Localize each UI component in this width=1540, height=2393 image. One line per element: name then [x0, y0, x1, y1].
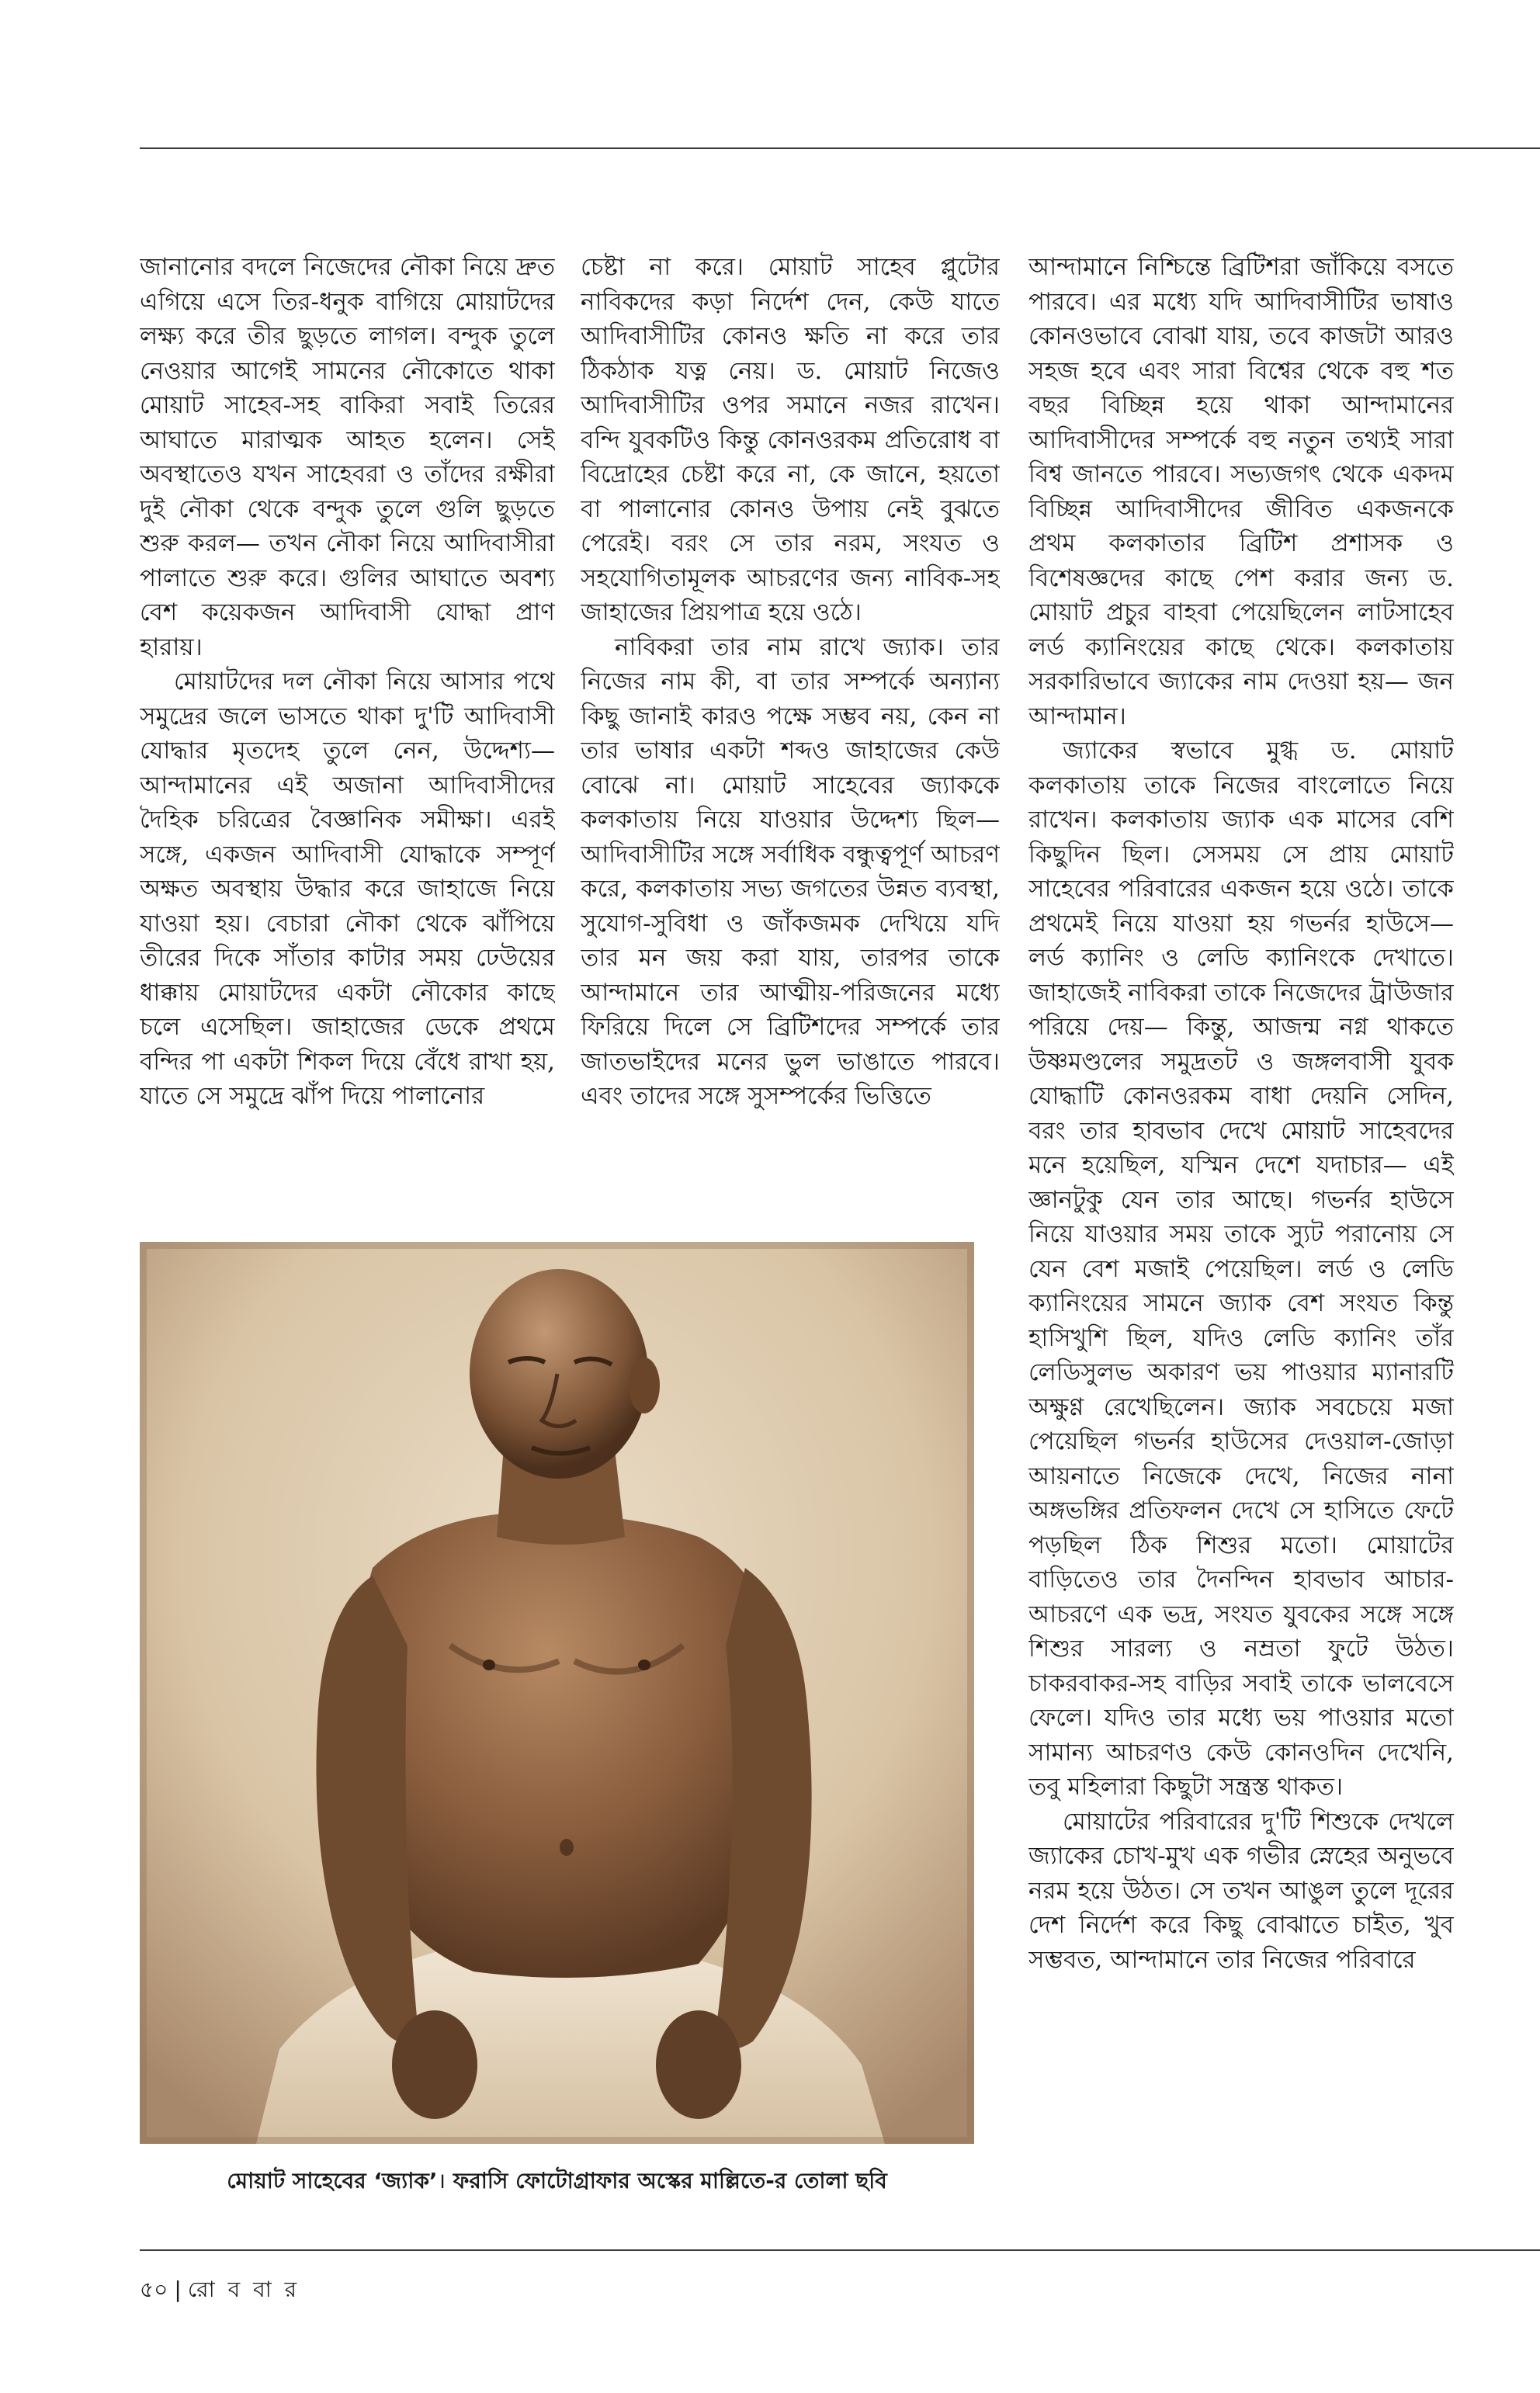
- page-folio: [140, 2274, 300, 2305]
- paragraph: জ্যাকের স্বভাবে মুগ্ধ ড. মোয়াট কলকাতায় তাকে নিজের বাংলোতে নিয়ে রাখেন। কলকাতায় জ্যাক এক মাসের বেশি কিছুদিন ছিল। সেসময় সে প্রায় মোয়াট সাহেবের পরিবারের একজন হয়ে ওঠে। তাকে প্রথমেই নিয়ে যাওয়া হয় গভর্নর হাউসে— লর্ড ক্যানিং ও লেডি ক্যানিংকে দেখাতে। জাহাজেই নাবিকরা তাকে নিজেদের ট্রাউজার পরিয়ে দেয়— কিন্তু, আজন্ম নগ্ন থাকতে উষ্ণমণ্ডলের সমুদ্রতট ও জঙ্গলবাসী যুবক যোদ্ধাটি কোনওরকম বাধা দেয়নি সেদিন, বরং তার হাবভাব দেখে মোয়াট সাহেবদের মনে হয়েছিল, যস্মিন দেশে যদাচার— এই জ্ঞানটুকু যেন তার আছে। গভর্নর হাউসে নিয়ে যাওয়ার সময় তাকে স্যুট পরানোয় সে যেন বেশ মজাই পেয়েছিল। লর্ড ও লেডি ক্যানিংয়ের সামনে জ্যাক বেশ সংযত কিন্তু হাসিখুশি ছিল, যদিও লেডি ক্যানিং তাঁর লেডিসুলভ অকারণ ভয় পাওয়ার ম্যানারটি অক্ষুণ্ণ রেখেছিলেন। জ্যাক সবচেয়ে মজা পেয়েছিল গভর্নর হাউসের দেওয়াল-জোড়া আয়নাতে নিজেকে দেখে, নিজের নানা অঙ্গভঙ্গির প্রতিফলন দেখে সে হাসিতে ফেটে পড়ছিল ঠিক শিশুর মতো। মোয়াটের বাড়িতেও তার দৈনন্দিন হাবভাব আচার-আচরণে এক ভদ্র, সংযত যুবকের সঙ্গে সঙ্গে শিশুর সারল্য ও নম্রতা ফুটে উঠত। চাকরবাকর-সহ বাড়ির সবাই তাকে ভালবেসে ফেলে। যদিও তার মধ্যে ভয় পাওয়ার মতো সামান্য আচরণও কেউ কোনওদিন দেখেনি, তবু মহিলারা কিছুটা সন্ত্রস্ত থাকত।: [1028, 737, 1454, 1801]
- paragraph: আন্দামানে নিশ্চিন্তে ব্রিটিশরা জাঁকিয়ে বসতে পারবে। এর মধ্যে যদি আদিবাসীটির ভাষাও কোনওভাবে বোঝা যায়, তবে কাজটা আরও সহজ হবে এবং সারা বিশ্বের থেকে বহু শত বছর বিচ্ছিন্ন হয়ে থাকা আন্দামানের আদিবাসীদের সম্পর্কে বহু নতুন তথ্যই সারা বিশ্ব জানতে পারবে। সভ্যজগৎ থেকে একদম বিচ্ছিন্ন আদিবাসীদের জীবিত একজনকে প্রথম কলকাতার ব্রিটিশ প্রশাসক ও বিশেষজ্ঞদের কাছে পেশ করার জন্য ড. মোয়াট প্রচুর বাহবা পেয়েছিলেন লাটসাহেব লর্ড ক্যানিংয়ের কাছে থেকে। কলকাতায় সরকারিভাবে জ্যাকের নাম দেওয়া হয়— জন আন্দামান।: [1028, 253, 1454, 730]
- portrait-illustration: [140, 1242, 974, 2144]
- article-column-1: [140, 250, 555, 1240]
- article-column-3: [1028, 250, 1454, 2221]
- footer-rule: [140, 2249, 1540, 2251]
- caption-title: মোয়াট সাহেবের ‘জ্যাক’: [227, 2168, 438, 2194]
- page-number: ৫০: [140, 2277, 168, 2302]
- caption-separator: ।: [437, 2168, 446, 2194]
- caption-credit: ফরাসি ফোটোগ্রাফার অস্কের মাল্লিতে-র তোলা ছবি: [453, 2168, 887, 2194]
- photo-caption: [140, 2166, 974, 2197]
- paragraph: নাবিকরা তার নাম রাখে জ্যাক। তার নিজের নাম কী, বা তার সম্পর্কে অন্যান্য কিছু জানাই কারও পক্ষে সম্ভব নয়, কেন না তার ভাষার একটা শব্দও জাহাজের কেউ বোঝে না। মোয়াট সাহেবের জ্যাককে কলকাতায় নিয়ে যাওয়ার উদ্দেশ্য ছিল— আদিবাসীটির সঙ্গে সর্বাধিক বন্ধুত্বপূর্ণ আচরণ করে, কলকাতায় সভ্য জগতের উন্নত ব্যবস্থা, সুযোগ-সুবিধা ও জাঁকজমক দেখিয়ে যদি তার মন জয় করা যায়, তারপর তাকে আন্দামানে তার আত্মীয়-পরিজনের মধ্যে ফিরিয়ে দিলে সে ব্রিটিশদের সম্পর্কে তার জাতভাইদের মনের ভুল ভাঙাতে পারবে। এবং তাদের সঙ্গে সুসম্পর্কের ভিত্তিতে: [581, 633, 1000, 1110]
- paragraph: জানানোর বদলে নিজেদের নৌকা নিয়ে দ্রুত এগিয়ে এসে তির-ধনুক বাগিয়ে মোয়াটদের লক্ষ্য করে তীর ছুড়তে লাগল। বন্দুক তুলে নেওয়ার আগেই সামনের নৌকোতে থাকা মোয়াট সাহেব-সহ বাকিরা সবাই তিরের আঘাতে মারাত্মক আহত হলেন। সেই অবস্থাতেও যখন সাহেবরা ও তাঁদের রক্ষীরা দুই নৌকা থেকে বন্দুক তুলে গুলি ছুড়তে শুরু করল— তখন নৌকা নিয়ে আদিবাসীরা পালাতে শুরু করে। গুলির আঘাতে অবশ্য বেশ কয়েকজন আদিবাসী যোদ্ধা প্রাণ হারায়।: [140, 253, 555, 661]
- article-column-2: [581, 250, 1000, 1240]
- portrait-photo: [140, 1242, 974, 2144]
- folio-separator: |: [174, 2277, 182, 2302]
- paragraph: মোয়াটদের দল নৌকা নিয়ে আসার পথে সমুদ্রের জলে ভাসতে থাকা দু'টি আদিবাসী যোদ্ধার মৃতদেহ তুলে নেন, উদ্দেশ্য— আন্দামানের এই অজানা আদিবাসীদের দৈহিক চরিত্রের বৈজ্ঞানিক সমীক্ষা। এরই সঙ্গে, একজন আদিবাসী যোদ্ধাকে সম্পূর্ণ অক্ষত অবস্থায় উদ্ধার করে জাহাজে নিয়ে যাওয়া হয়। বেচারা নৌকা থেকে ঝাঁপিয়ে তীরের দিকে সাঁতার কাটার সময় ঢেউয়ের ধাক্কায় মোয়াটদের একটা নৌকোর কাছে চলে এসেছিল। জাহাজের ডেকে প্রথমে বন্দির পা একটা শিকল দিয়ে বেঁধে রাখা হয়, যাতে সে সমুদ্রে ঝাঁপ দিয়ে পালানোর: [140, 668, 555, 1110]
- magazine-name: রো ব বা র: [187, 2277, 300, 2302]
- paragraph: মোয়াটের পরিবারের দু'টি শিশুকে দেখলে জ্যাকের চোখ-মুখ এক গভীর স্নেহের অনুভবে নরম হয়ে উঠত। সে তখন আঙুল তুলে দূরের দেশ নির্দেশ করে কিছু বোঝাতে চাইত, খুব সম্ভবত, আন্দামানে তার নিজের পরিবারে: [1028, 1807, 1454, 1974]
- header-rule: [140, 147, 1540, 149]
- paragraph: চেষ্টা না করে। মোয়াট সাহেব প্লুটোর নাবিকদের কড়া নির্দেশ দেন, কেউ যাতে আদিবাসীটির কোনও ক্ষতি না করে তার ঠিকঠাক যত্ন নেয়। ড. মোয়াট নিজেও আদিবাসীটির ওপর সমানে নজর রাখেন। বন্দি যুবকটিও কিন্তু কোনওরকম প্রতিরোধ বা বিদ্রোহের চেষ্টা করে না, কে জানে, হয়তো বা পালানোর কোনও উপায় নেই বুঝতে পেরেই। বরং সে তার নরম, সংযত ও সহযোগিতামূলক আচরণের জন্য নাবিক-সহ জাহাজের প্রিয়পাত্র হয়ে ওঠে।: [581, 253, 1000, 626]
